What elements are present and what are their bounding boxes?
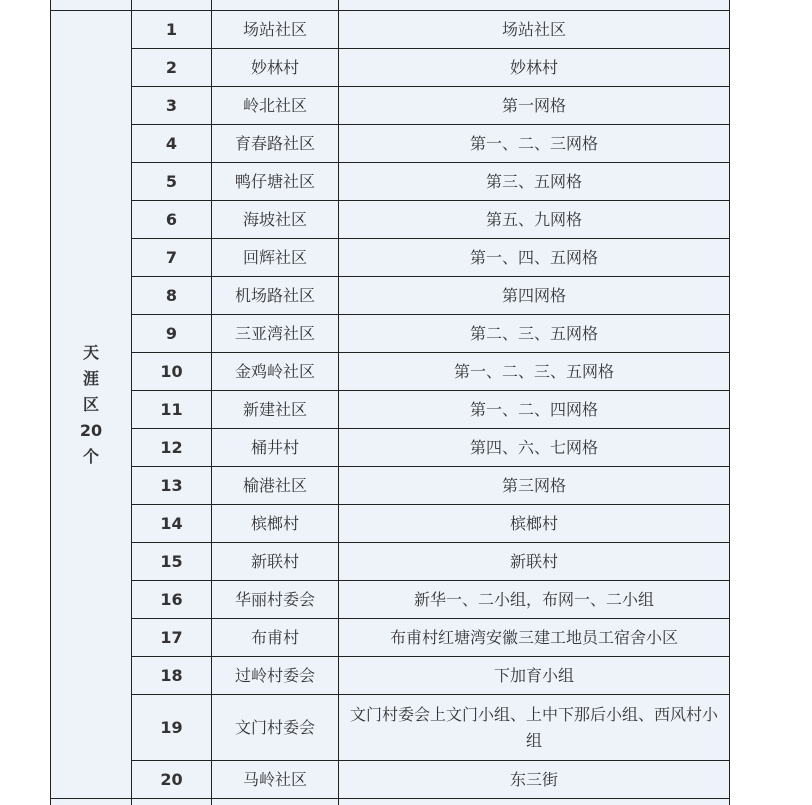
scope-cell: 妙林村 bbox=[339, 49, 730, 87]
district-name-char: 天 bbox=[82, 342, 99, 362]
community-name-cell: 育春路社区 bbox=[212, 125, 339, 163]
scope-cell: 布甫村红塘湾安徽三建工地员工宿舍小区 bbox=[339, 619, 730, 657]
community-name-cell: 槟榔村 bbox=[212, 505, 339, 543]
district-name-char: 涯 bbox=[82, 368, 99, 388]
scope-cell: 东三街 bbox=[339, 761, 730, 799]
community-name-cell: 回辉社区 bbox=[212, 239, 339, 277]
district-name-char: 个 bbox=[82, 446, 99, 466]
row-number-cell: 5 bbox=[132, 163, 212, 201]
community-name-cell: 新联村 bbox=[212, 543, 339, 581]
community-name-cell: 新建社区 bbox=[212, 391, 339, 429]
row-number-cell: 18 bbox=[132, 657, 212, 695]
scope-cell: 第一、二、四网格 bbox=[339, 391, 730, 429]
row-number-cell: 3 bbox=[132, 87, 212, 125]
community-name-cell: 海坡社区 bbox=[212, 201, 339, 239]
row-number-cell: 12 bbox=[132, 429, 212, 467]
empty-cell bbox=[51, 799, 132, 805]
row-number-cell: 17 bbox=[132, 619, 212, 657]
empty-cell bbox=[51, 0, 132, 11]
previous-row-stub bbox=[51, 0, 730, 11]
table-row bbox=[51, 543, 730, 581]
empty-cell bbox=[132, 799, 212, 805]
scope-cell: 第四网格 bbox=[339, 277, 730, 315]
table-row bbox=[51, 87, 730, 125]
row-number-cell: 11 bbox=[132, 391, 212, 429]
community-name-cell: 布甫村 bbox=[212, 619, 339, 657]
scope-cell: 第一、二、三、五网格 bbox=[339, 353, 730, 391]
community-name-cell: 马岭社区 bbox=[212, 761, 339, 799]
table-row bbox=[51, 657, 730, 695]
table-row bbox=[51, 49, 730, 87]
row-number-cell: 2 bbox=[132, 49, 212, 87]
row-number-cell: 20 bbox=[132, 761, 212, 799]
community-name-cell: 华丽村委会 bbox=[212, 581, 339, 619]
row-number-cell: 16 bbox=[132, 581, 212, 619]
scope-cell: 第三、五网格 bbox=[339, 163, 730, 201]
row-number-cell: 14 bbox=[132, 505, 212, 543]
table-row bbox=[51, 163, 730, 201]
table-row bbox=[51, 315, 730, 353]
row-number-cell: 7 bbox=[132, 239, 212, 277]
row-number-cell: 6 bbox=[132, 201, 212, 239]
community-name-cell: 榆港社区 bbox=[212, 467, 339, 505]
district-name-cell bbox=[51, 11, 132, 799]
district-name-char: 区 bbox=[82, 394, 99, 414]
scope-cell: 新华一、二小组，布网一、二小组 bbox=[339, 581, 730, 619]
row-number-cell: 1 bbox=[132, 11, 212, 49]
empty-cell bbox=[212, 0, 339, 11]
community-name-cell: 过岭村委会 bbox=[212, 657, 339, 695]
community-name-cell: 妙林村 bbox=[212, 49, 339, 87]
scope-cell: 第一、四、五网格 bbox=[339, 239, 730, 277]
scope-cell: 第一、二、三网格 bbox=[339, 125, 730, 163]
scope-cell: 第三网格 bbox=[339, 467, 730, 505]
scope-cell: 场站社区 bbox=[339, 11, 730, 49]
empty-cell bbox=[339, 0, 730, 11]
table-row bbox=[51, 761, 730, 799]
scope-cell: 第四、六、七网格 bbox=[339, 429, 730, 467]
table-row bbox=[51, 581, 730, 619]
table-row bbox=[51, 391, 730, 429]
community-name-cell: 场站社区 bbox=[212, 11, 339, 49]
table-row bbox=[51, 277, 730, 315]
row-number-cell: 8 bbox=[132, 277, 212, 315]
community-name-cell: 三亚湾社区 bbox=[212, 315, 339, 353]
empty-cell bbox=[339, 799, 730, 805]
community-name-cell: 机场路社区 bbox=[212, 277, 339, 315]
scope-cell: 第一网格 bbox=[339, 87, 730, 125]
row-number-cell: 9 bbox=[132, 315, 212, 353]
scope-cell: 槟榔村 bbox=[339, 505, 730, 543]
row-number-cell: 4 bbox=[132, 125, 212, 163]
row-number-cell: 13 bbox=[132, 467, 212, 505]
table-row bbox=[51, 695, 730, 761]
table-row bbox=[51, 353, 730, 391]
table-row bbox=[51, 467, 730, 505]
empty-cell bbox=[212, 799, 339, 805]
table-row bbox=[51, 429, 730, 467]
district-name-char: 20 bbox=[79, 420, 103, 440]
table-row bbox=[51, 619, 730, 657]
row-number-cell: 15 bbox=[132, 543, 212, 581]
row-number-cell: 10 bbox=[132, 353, 212, 391]
community-name-cell: 桶井村 bbox=[212, 429, 339, 467]
table-row bbox=[51, 239, 730, 277]
community-name-cell: 文门村委会 bbox=[212, 695, 339, 761]
next-row-stub bbox=[51, 799, 730, 805]
row-number-cell: 19 bbox=[132, 695, 212, 761]
scope-cell: 文门村委会上文门小组、上中下那后小组、西风村小组 bbox=[339, 695, 730, 761]
scope-cell: 第五、九网格 bbox=[339, 201, 730, 239]
table-row bbox=[51, 125, 730, 163]
community-name-cell: 岭北社区 bbox=[212, 87, 339, 125]
scope-cell: 新联村 bbox=[339, 543, 730, 581]
scope-cell: 第二、三、五网格 bbox=[339, 315, 730, 353]
table-body bbox=[51, 0, 730, 805]
community-name-cell: 鸭仔塘社区 bbox=[212, 163, 339, 201]
table-row bbox=[51, 505, 730, 543]
table-row bbox=[51, 11, 730, 49]
district-community-table bbox=[50, 0, 730, 805]
community-name-cell: 金鸡岭社区 bbox=[212, 353, 339, 391]
empty-cell bbox=[132, 0, 212, 11]
table-row bbox=[51, 201, 730, 239]
scope-cell: 下加育小组 bbox=[339, 657, 730, 695]
